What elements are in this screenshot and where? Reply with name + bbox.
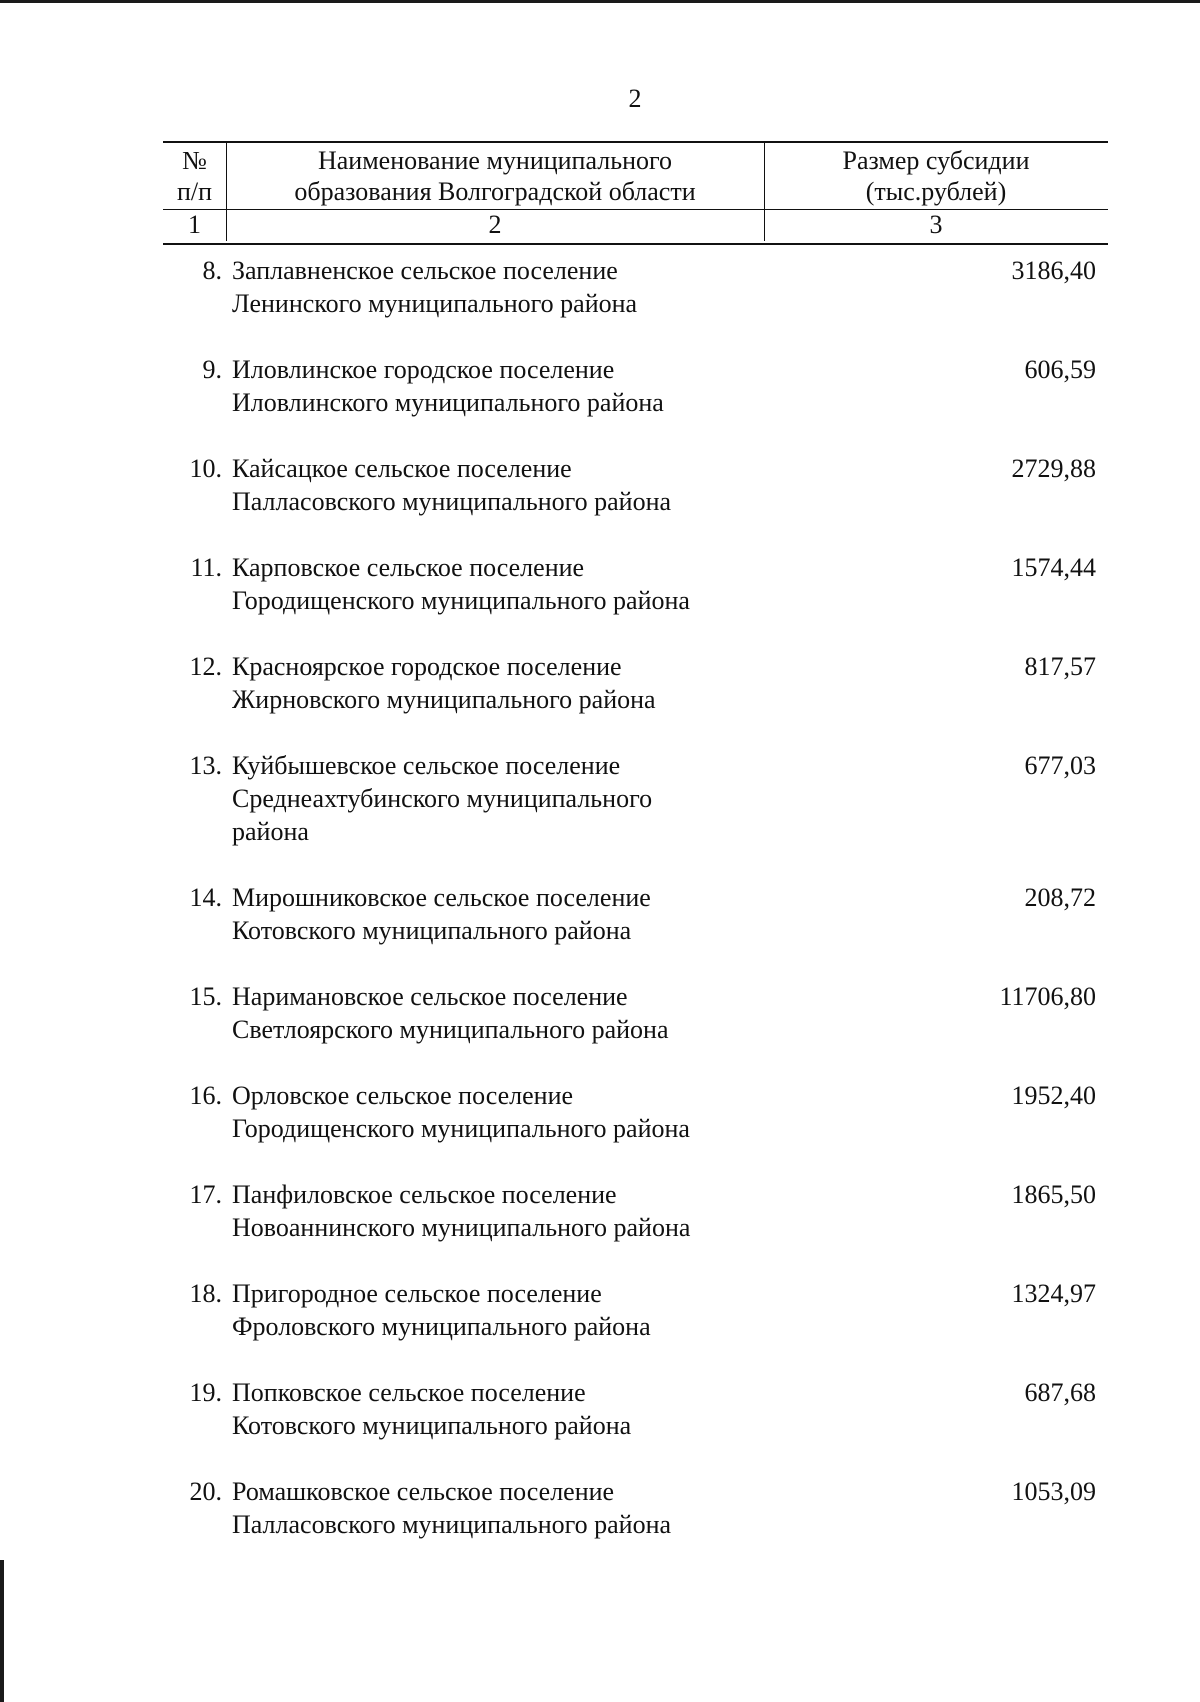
row-number: 12. — [189, 652, 222, 681]
row-name — [232, 749, 752, 848]
header-col-amount-line2: (тыс.рублей) — [865, 177, 1007, 206]
row-name-line: Красноярское городское поселение — [232, 652, 622, 681]
row-name-line: Иловлинского муниципального района — [232, 388, 664, 417]
header-col-name-line2: образования Волгоградской области — [294, 177, 696, 206]
row-number: 15. — [189, 982, 222, 1011]
row-name — [232, 1376, 752, 1442]
row-number: 9. — [202, 355, 222, 384]
row-name-line: Орловское сельское поселение — [232, 1081, 574, 1110]
row-number: 8. — [202, 256, 222, 285]
row-name-line: Фроловского муниципального района — [232, 1312, 651, 1341]
row-name-line: района — [232, 817, 309, 846]
row-amount: 1324,97 — [1011, 1279, 1096, 1308]
row-name-line: Иловлинское городское поселение — [232, 355, 615, 384]
row-number: 16. — [189, 1081, 222, 1110]
row-number: 17. — [189, 1180, 222, 1209]
row-name — [232, 1277, 752, 1343]
row-amount: 1865,50 — [1011, 1180, 1096, 1209]
scan-border-left — [0, 1560, 4, 1702]
row-name-line: Попковское сельское поселение — [232, 1378, 586, 1407]
row-amount: 1952,40 — [1011, 1081, 1096, 1110]
row-number: 20. — [189, 1477, 222, 1506]
header-col-amount — [764, 145, 1108, 207]
row-number: 19. — [189, 1378, 222, 1407]
page-number: 2 — [628, 84, 642, 113]
row-name-line: Карповское сельское поселение — [232, 553, 585, 582]
row-name-line: Ленинского муниципального района — [232, 289, 638, 318]
row-amount: 1574,44 — [1011, 553, 1096, 582]
row-number: 13. — [189, 751, 222, 780]
row-number: 11. — [190, 553, 222, 582]
row-amount: 817,57 — [1024, 652, 1096, 681]
row-name-line: Светлоярского муниципального района — [232, 1015, 669, 1044]
row-name-line: Кайсацкое сельское поселение — [232, 454, 572, 483]
row-name — [232, 980, 752, 1046]
row-name-line: Среднеахтубинского муниципального — [232, 784, 653, 813]
header-index-3: 3 — [929, 210, 943, 239]
header-col-name-line1: Наименование муниципального — [317, 146, 673, 175]
row-number: 18. — [189, 1279, 222, 1308]
row-number: 14. — [189, 883, 222, 912]
row-name-line: Городищенского муниципального района — [232, 1114, 690, 1143]
row-name — [232, 551, 752, 617]
header-col-number-line1: № — [182, 146, 207, 175]
table-header-divider — [163, 209, 1108, 210]
row-name — [232, 1079, 752, 1145]
row-name — [232, 254, 752, 320]
row-amount: 1053,09 — [1011, 1477, 1096, 1506]
row-name-line: Заплавненское сельское поселение — [232, 256, 618, 285]
scan-border-top — [0, 0, 1200, 3]
row-name — [232, 881, 752, 947]
row-name — [232, 650, 752, 716]
header-index-1: 1 — [188, 210, 201, 239]
row-amount: 3186,40 — [1011, 256, 1096, 285]
row-name — [232, 452, 752, 518]
header-col-amount-line1: Размер субсидии — [842, 146, 1030, 175]
row-name — [232, 353, 752, 419]
row-amount: 2729,88 — [1011, 454, 1096, 483]
row-name-line: Пригородное сельское поселение — [232, 1279, 602, 1308]
row-name-line: Котовского муниципального района — [232, 916, 632, 945]
row-number: 10. — [189, 454, 222, 483]
row-name — [232, 1178, 752, 1244]
row-amount: 208,72 — [1024, 883, 1096, 912]
row-name-line: Мирошниковское сельское поселение — [232, 883, 651, 912]
row-name-line: Жирновского муниципального района — [232, 685, 656, 714]
header-col-name — [226, 145, 764, 207]
row-name-line: Куйбышевское сельское поселение — [232, 751, 621, 780]
header-col-number — [163, 145, 226, 207]
row-amount: 606,59 — [1024, 355, 1096, 384]
row-name-line: Палласовского муниципального района — [232, 1510, 672, 1539]
row-amount: 687,68 — [1024, 1378, 1096, 1407]
row-name-line: Наримановское сельское поселение — [232, 982, 628, 1011]
header-index-2: 2 — [488, 210, 502, 239]
row-name-line: Панфиловское сельское поселение — [232, 1180, 617, 1209]
row-name-line: Котовского муниципального района — [232, 1411, 632, 1440]
row-amount: 677,03 — [1024, 751, 1096, 780]
row-name-line: Палласовского муниципального района — [232, 487, 672, 516]
row-name-line: Городищенского муниципального района — [232, 586, 690, 615]
row-name — [232, 1475, 752, 1541]
row-name-line: Ромашковское сельское поселение — [232, 1477, 615, 1506]
header-col-number-line2: п/п — [176, 177, 213, 206]
row-amount: 11706,80 — [999, 982, 1096, 1011]
row-name-line: Новоаннинского муниципального района — [232, 1213, 691, 1242]
